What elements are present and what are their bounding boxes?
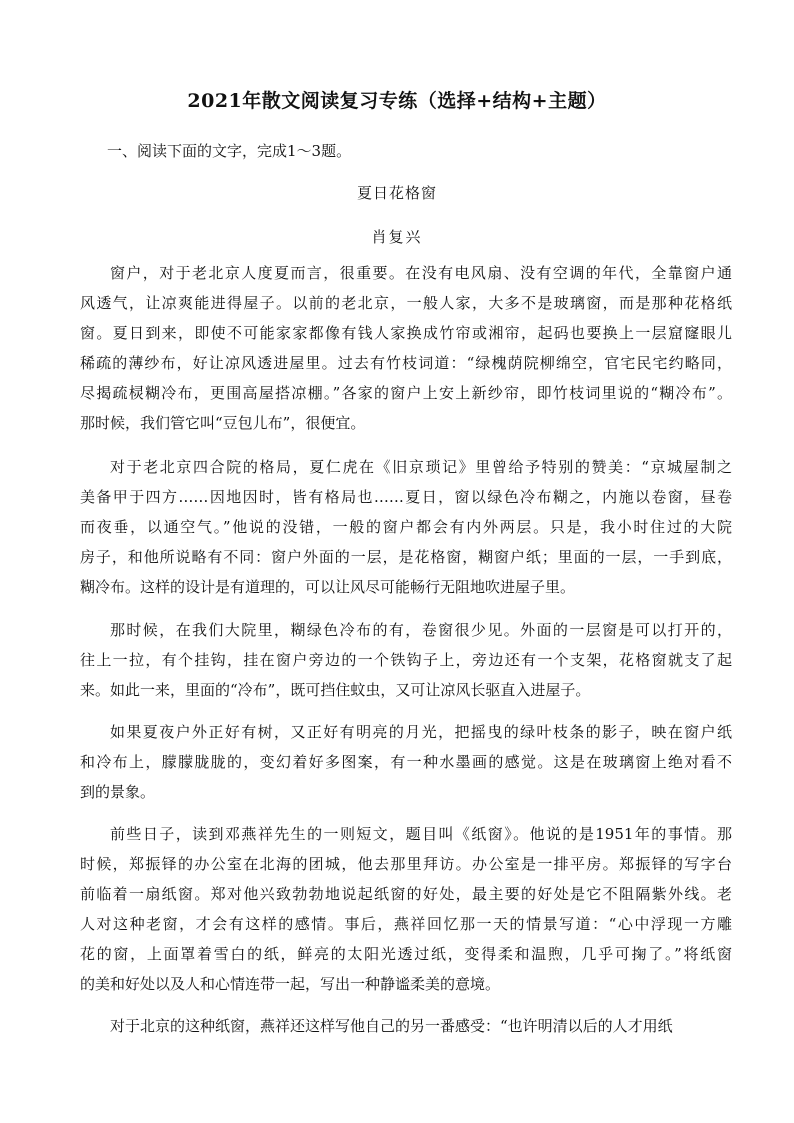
paragraph-line: 的美和好处以及人和心情连带一起，写出一种静谧柔美的意境。: [80, 975, 501, 993]
paragraph-line: 房子，和他所说略有不同：窗户外面的一层，是花格窗，糊窗户纸；里面的一层，一手到底，: [80, 548, 732, 566]
paragraph-line: 往上一拉，有个挂钩，挂在窗户旁边的一个铁钩子上，旁边还有一个支架，花格窗就支了起: [80, 651, 732, 669]
paragraph-line: 尽揭疏棂糊冷布，更围高屋搭凉棚。”各家的窗户上安上新纱帘，即竹枝词里说的“糊冷布”。: [80, 384, 732, 402]
paragraph-line: 如果夏夜户外正好有树，又正好有明亮的月光，把摇曳的绿叶枝条的影子，映在窗户纸: [110, 723, 732, 741]
paragraph-line: 时候，郑振铎的办公室在北海的团城，他去那里拜访。办公室是一排平房。郑振铎的写字台: [80, 855, 732, 873]
paragraph-line: 人对这种老窗，才会有这样的感情。事后，燕祥回忆那一天的情景写道：“心中浮现一方雕: [80, 915, 732, 933]
paragraph-line: 糊冷布。这样的设计是有道理的，可以让风尽可能畅行无阻地吹进屋子里。: [80, 578, 576, 596]
question-instruction: 一、阅读下面的文字，完成1～3题。: [107, 142, 352, 160]
paragraph-line: 前临着一扇纸窗。郑对他兴致勃勃地说起纸窗的好处，最主要的好处是它不阻隔紫外线。老: [80, 885, 732, 903]
paragraph-line: 而夜垂，以通空气。”他说的没错，一般的窗户都会有内外两层。只是，我小时住过的大院: [80, 518, 732, 536]
document-title: 2021年散文阅读复习专练（选择+结构+主题）: [187, 90, 607, 112]
paragraph-line: 窗。夏日到来，即使不可能家家都像有钱人家换成竹帘或湘帘，起码也要换上一层窟窿眼儿: [80, 324, 732, 342]
paragraph-line: 来。如此一来，里面的“冷布”，既可挡住蚊虫，又可让凉风长驱直入进屋子。: [80, 681, 591, 699]
paragraph-line: 前些日子，读到邓燕祥先生的一则短文，题目叫《纸窗》。他说的是1951年的事情。那: [110, 825, 732, 843]
paragraph-line: 风透气，让凉爽能进得屋子。以前的老北京，一般人家，大多不是玻璃窗，而是那种花格纸: [80, 294, 732, 312]
paragraph-line: 对于北京的这种纸窗，燕祥还这样写他自己的另一番感受：“也许明清以后的人才用纸: [110, 1017, 673, 1035]
paragraph-line: 对于老北京四合院的格局，夏仁虎在《旧京琐记》里曾给予特别的赞美：“京城屋制之: [110, 458, 732, 476]
article-author: 肖复兴: [371, 228, 423, 246]
paragraph-line: 那时候，我们管它叫“豆包儿布”，很便宜。: [80, 414, 366, 432]
paragraph-line: 窗户，对于老北京人度夏而言，很重要。在没有电风扇、没有空调的年代，全靠窗户通: [110, 264, 732, 282]
paragraph-line: 和冷布上，朦朦胧胧的，变幻着好多图案，有一种水墨画的感觉。这是在玻璃窗上绝对看不: [80, 753, 732, 771]
paragraph-line: 花的窗，上面罩着雪白的纸，鲜亮的太阳光透过纸，变得柔和温煦，几乎可掬了。”将纸窗: [80, 945, 732, 963]
paragraph-line: 美备甲于四方……因地因时，皆有格局也……夏日，窗以绿色冷布糊之，内施以卷窗，昼卷: [80, 488, 732, 506]
article-title: 夏日花格窗: [356, 184, 437, 202]
paragraph-line: 稀疏的薄纱布，好让凉风透进屋里。过去有竹枝词道：“绿槐荫院柳绵空，官宅民宅约略同，: [80, 354, 732, 372]
paragraph-line: 那时候，在我们大院里，糊绿色冷布的有，卷窗很少见。外面的一层窗是可以打开的，: [110, 621, 732, 639]
paragraph-line: 到的景象。: [80, 783, 156, 801]
